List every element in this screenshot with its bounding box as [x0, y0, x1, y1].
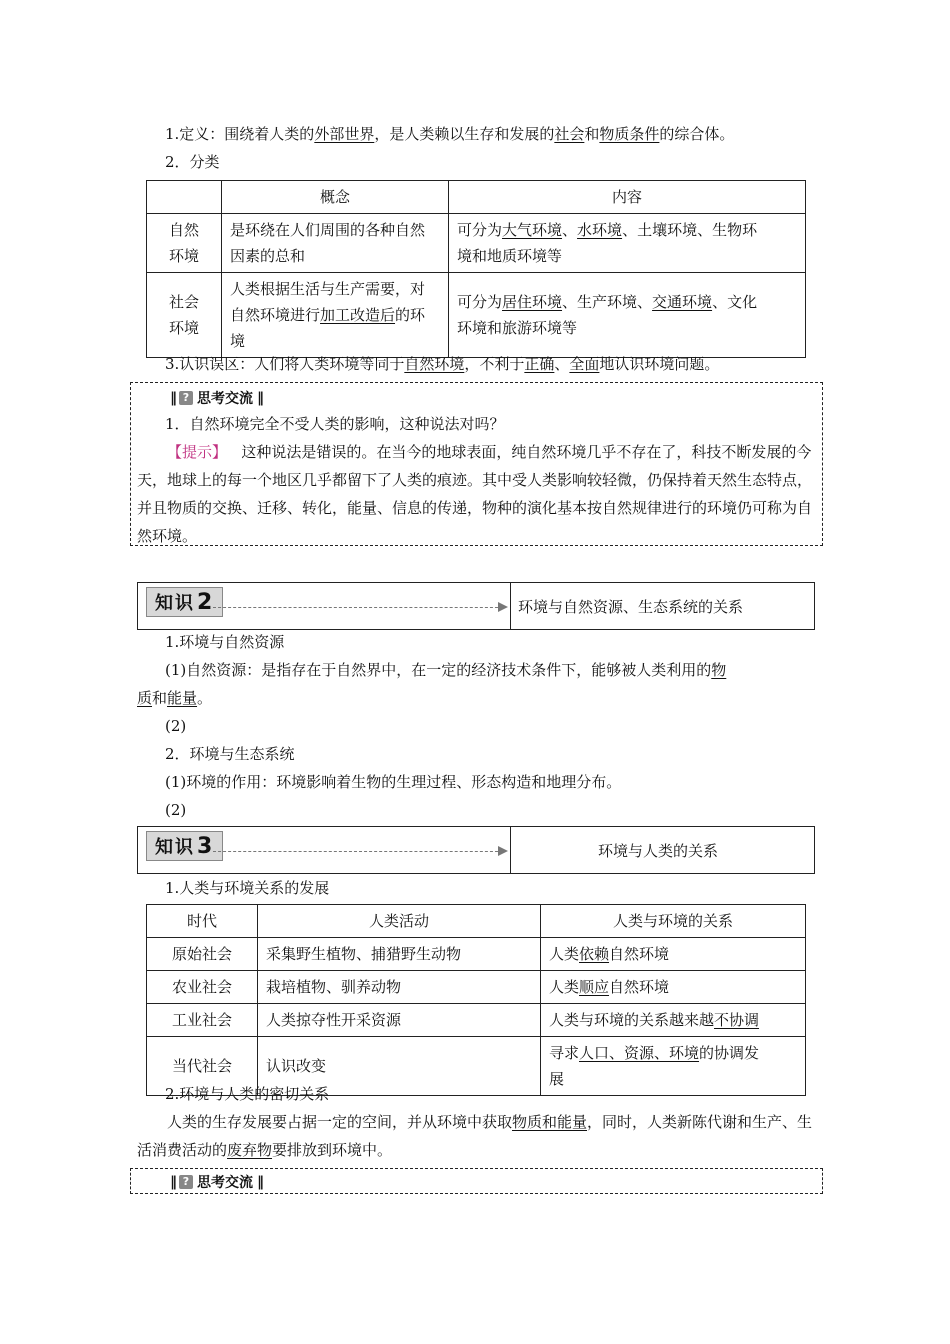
- dashed-arrow-line: [213, 851, 503, 852]
- era-cell: 当代社会: [147, 1037, 258, 1096]
- k2-line-2: [165, 660, 726, 680]
- k2-line-3: [137, 688, 212, 708]
- k2-line-4: (2): [165, 717, 187, 735]
- text: 环境: [168, 247, 199, 265]
- header-divider: [510, 827, 511, 873]
- text: 、: [562, 221, 578, 239]
- text: 是环绕在人们周围的各种自然: [230, 221, 426, 239]
- era-cell: 农业社会: [147, 971, 258, 1004]
- underlined-term: 物质和能量: [512, 1113, 588, 1131]
- text: 。: [197, 689, 213, 707]
- activity-cell: 栽培植物、驯养动物: [258, 971, 541, 1004]
- row-name: [147, 214, 222, 273]
- arrow-head-icon: [498, 846, 508, 856]
- text: 的综合体。: [659, 125, 735, 143]
- human-environment-table: [146, 904, 806, 1096]
- underlined-term: 质: [137, 689, 153, 707]
- text: 的环: [395, 306, 426, 324]
- era-cell: 工业社会: [147, 1004, 258, 1037]
- k2-line-6: (1)环境的作用：环境影响着生物的生理过程、形态构造和地理分布。: [165, 773, 622, 791]
- row-name: [147, 273, 222, 358]
- relation-cell: [541, 938, 806, 971]
- bar-decoration: ‖: [170, 1174, 175, 1190]
- underlined-term: 能量: [167, 689, 198, 707]
- bar-decoration: ‖: [257, 390, 262, 406]
- row-content: [449, 214, 806, 273]
- text: 要排放到环境中。: [272, 1141, 393, 1159]
- text: 境: [230, 332, 246, 350]
- underlined-term: 大气环境: [502, 221, 563, 239]
- text: 和: [152, 689, 168, 707]
- badge-number: 3: [197, 833, 215, 859]
- knowledge-badge: [146, 831, 223, 861]
- underlined-term: 物质条件: [599, 125, 660, 143]
- row-concept: [222, 214, 449, 273]
- text: ，不利于: [464, 355, 525, 373]
- activity-cell: 认识改变: [258, 1037, 541, 1096]
- table-row: [147, 971, 806, 1004]
- table-corner: [147, 181, 222, 214]
- column-header-concept: 概念: [222, 181, 449, 214]
- underlined-term: 外部世界: [314, 125, 375, 143]
- table-row: [147, 214, 806, 273]
- activity-cell: 采集野生植物、捕猎野生动物: [258, 938, 541, 971]
- k3-paragraph: [137, 1108, 817, 1164]
- text: 、生产环境、: [562, 293, 653, 311]
- activity-cell: 人类掠夺性开采资源: [258, 1004, 541, 1037]
- text: 展: [549, 1070, 565, 1088]
- underlined-term: 不协调: [714, 1011, 760, 1029]
- text: 寻求: [549, 1044, 580, 1062]
- relation-cell: [541, 1037, 806, 1096]
- underlined-term: 正确: [524, 355, 555, 373]
- text: 人类根据生活与生产需要，对: [230, 280, 426, 298]
- k2-line-1: 1.环境与自然资源: [165, 633, 285, 651]
- text: 和: [584, 125, 600, 143]
- underlined-term: 顺应: [579, 978, 610, 996]
- think-exchange-title: 思考交流: [197, 391, 253, 407]
- knowledge-badge: [146, 587, 223, 617]
- text: 境和地质环境等: [457, 247, 563, 265]
- knowledge-title: 环境与自然资源、生态系统的关系: [518, 597, 744, 616]
- text: 可分为: [457, 221, 503, 239]
- table-row: [147, 1004, 806, 1037]
- text: 自然: [168, 221, 199, 239]
- underlined-term: 全面: [569, 355, 600, 373]
- table-row: [147, 938, 806, 971]
- question-icon: ?: [179, 1175, 193, 1189]
- question-icon: ?: [179, 391, 193, 405]
- relation-cell: [541, 971, 806, 1004]
- question-1: 1．自然环境完全不受人类的影响，这种说法对吗？: [165, 415, 505, 433]
- underlined-term: 水环境: [577, 221, 623, 239]
- k2-line-5: 2．环境与生态系统: [165, 745, 295, 763]
- text: (1)自然资源：是指存在于自然界中，在一定的经济技术条件下，能够被人类利用的: [165, 661, 712, 679]
- text: 环境和旅游环境等: [457, 319, 578, 337]
- text: 3.认识误区：人们将人类环境等同于: [165, 355, 405, 373]
- header-divider: [510, 583, 511, 629]
- text: 、: [554, 355, 570, 373]
- text: 自然环境: [609, 978, 670, 996]
- think-exchange-header-2: [170, 1172, 262, 1192]
- environment-classification-table: [146, 180, 806, 358]
- era-cell: 原始社会: [147, 938, 258, 971]
- text: 人类: [549, 945, 580, 963]
- underlined-term: 依赖: [579, 945, 610, 963]
- answer-text: 这种说法是错误的。在当今的地球表面，纯自然环境几乎不存在了，科技不断发展的今天，地球上的每一个地区几乎都留下了人类的痕迹。其中受人类影响较轻微，仍保持着天然生态特点，并且物质的交换、迁移、转化，能量、信息的传递，物种的演化基本按自然规律进行的环境仍可称为自然环境。: [137, 443, 813, 545]
- underlined-term: 自然环境: [404, 355, 465, 373]
- underlined-term: 居住环境: [502, 293, 563, 311]
- definition-line: [165, 124, 734, 144]
- hint-label: 【提示】: [167, 443, 228, 461]
- bar-decoration: ‖: [257, 1174, 262, 1190]
- knowledge-title: 环境与人类的关系: [598, 841, 719, 860]
- underlined-term: 加工改造后: [320, 306, 396, 324]
- text: 、文化: [712, 293, 758, 311]
- text: 人类与环境的关系越来越: [549, 1011, 715, 1029]
- text: 因素的总和: [230, 247, 306, 265]
- text: ，是人类赖以生存和发展的: [374, 125, 555, 143]
- text: 可分为: [457, 293, 503, 311]
- hint-answer: [137, 438, 817, 550]
- underlined-term: 社会: [554, 125, 585, 143]
- knowledge-header-2: [137, 582, 815, 630]
- column-header-relation: 人类与环境的关系: [541, 905, 806, 938]
- text: 地认识环境问题。: [599, 355, 720, 373]
- text: 、土壤环境、生物环: [622, 221, 758, 239]
- underlined-term: 人口、资源、环境: [579, 1044, 700, 1062]
- text: 自然环境: [609, 945, 670, 963]
- text: 社会: [168, 293, 199, 311]
- underlined-term: 交通环境: [652, 293, 713, 311]
- think-exchange-header: [170, 388, 262, 408]
- text: ，同时，人类新陈代谢和生产、生活消费活动的: [137, 1113, 813, 1159]
- relation-cell: [541, 1004, 806, 1037]
- column-header-activity: 人类活动: [258, 905, 541, 938]
- k3-line-1: 1.人类与环境关系的发展: [165, 879, 330, 897]
- text: 环境: [168, 319, 199, 337]
- k3-line-2: 2.环境与人类的密切关系: [165, 1085, 330, 1103]
- k2-line-7: (2): [165, 801, 187, 819]
- bar-decoration: ‖: [170, 390, 175, 406]
- text: 人类: [549, 978, 580, 996]
- badge-text: 知识: [155, 593, 195, 614]
- row-concept: [222, 273, 449, 358]
- misconception-line: [165, 354, 719, 374]
- row-content: [449, 273, 806, 358]
- table-row: [147, 273, 806, 358]
- badge-number: 2: [197, 589, 215, 615]
- column-header-era: 时代: [147, 905, 258, 938]
- dashed-arrow-line: [213, 607, 503, 608]
- column-header-content: 内容: [449, 181, 806, 214]
- text: 自然环境进行: [230, 306, 321, 324]
- classification-title: 2．分类: [165, 153, 220, 171]
- text: 1.定义：围绕着人类的: [165, 125, 315, 143]
- text: 人类的生存发展要占据一定的空间，并从环境中获取: [167, 1113, 513, 1131]
- text: 的协调发: [699, 1044, 760, 1062]
- underlined-term: 废弃物: [227, 1141, 273, 1159]
- underlined-term: 物: [711, 661, 727, 679]
- arrow-head-icon: [498, 602, 508, 612]
- badge-text: 知识: [155, 837, 195, 858]
- knowledge-header-3: [137, 826, 815, 874]
- think-exchange-title: 思考交流: [197, 1175, 253, 1191]
